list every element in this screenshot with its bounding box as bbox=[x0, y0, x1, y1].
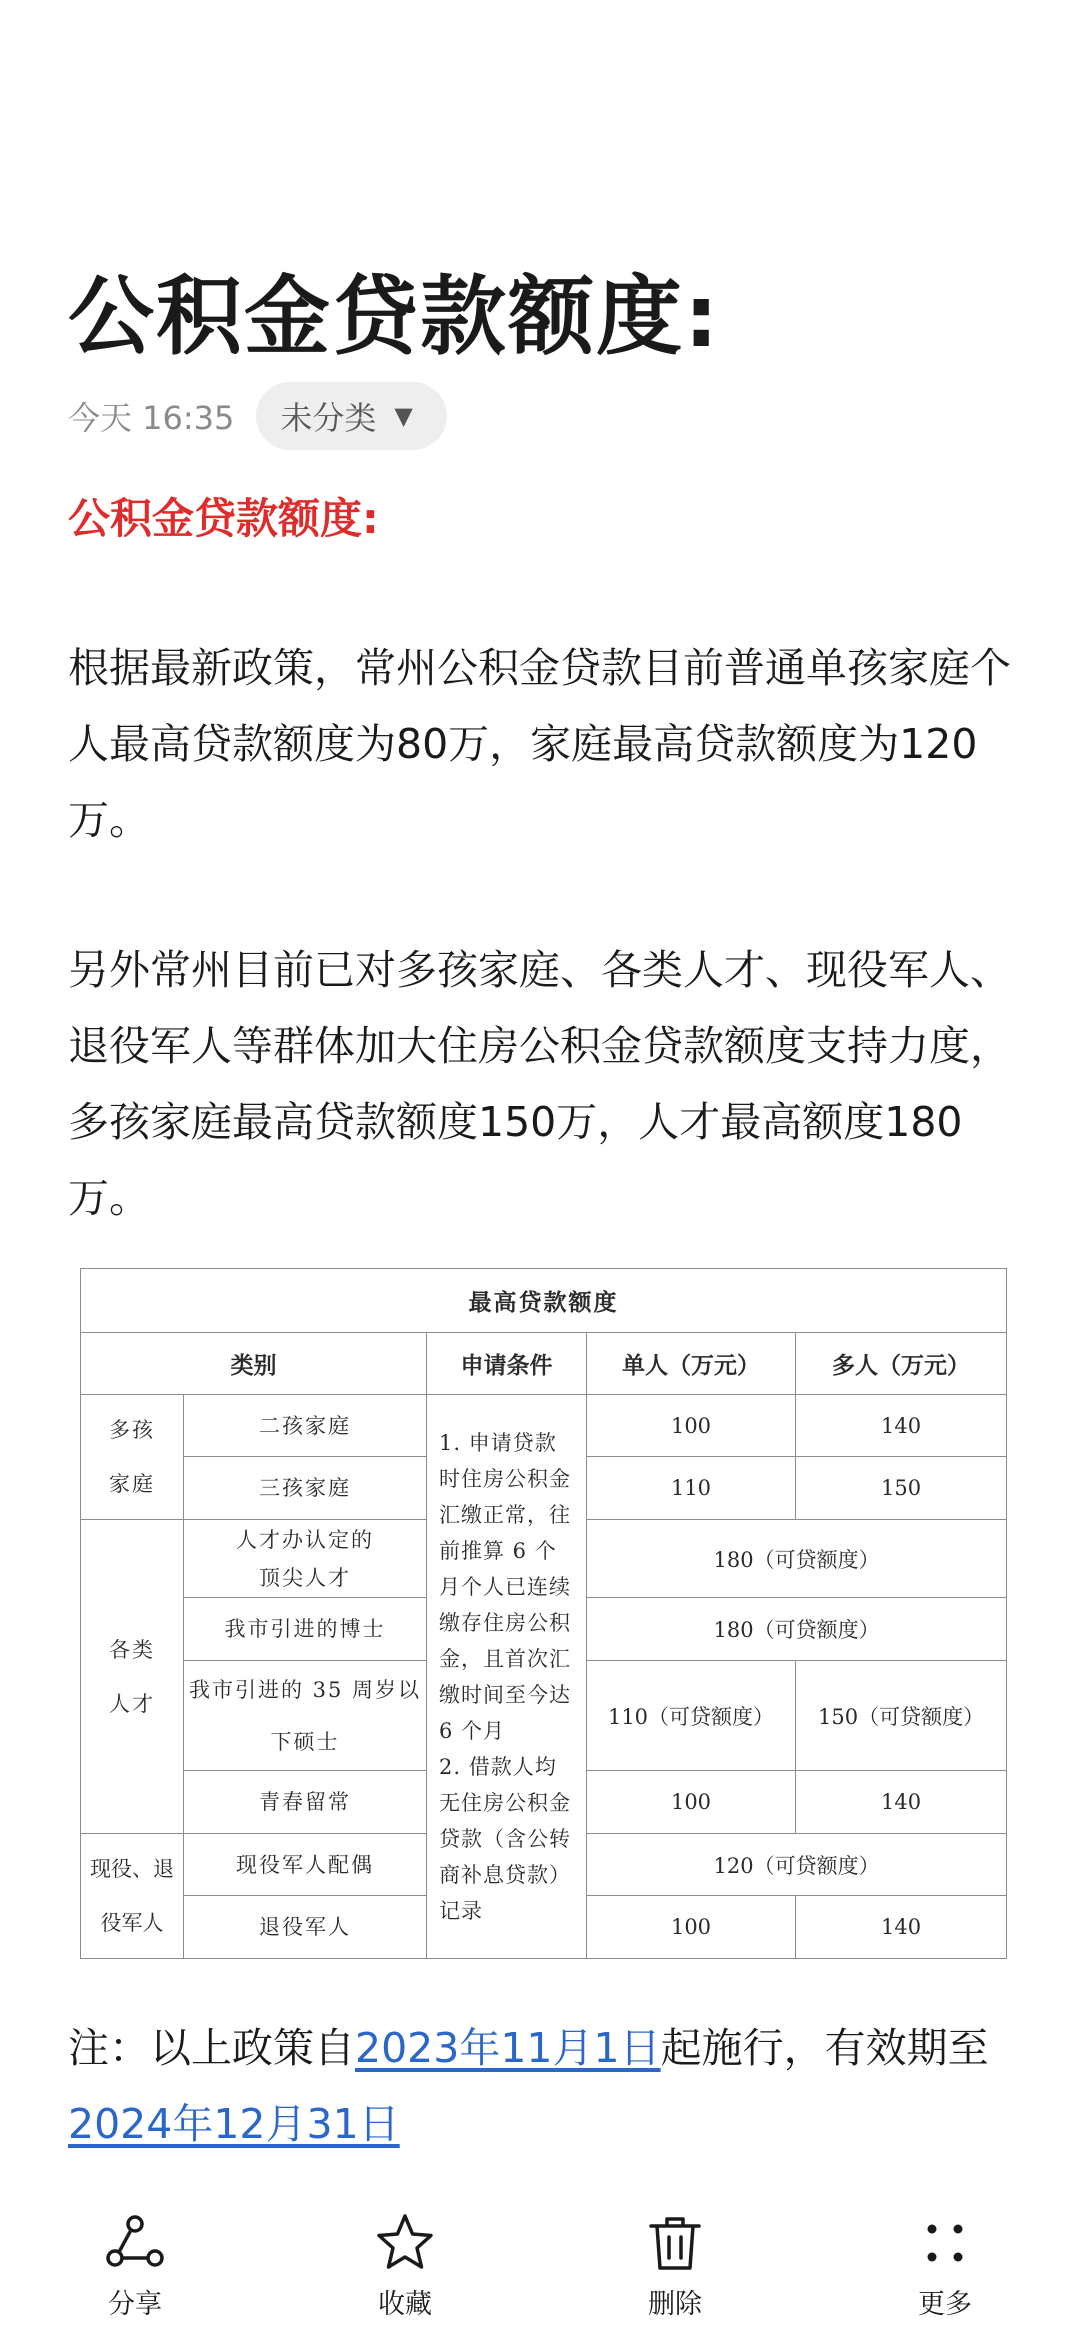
table-cell: 100 bbox=[587, 1771, 796, 1834]
favorite-label: 收藏 bbox=[378, 2289, 432, 2320]
table-cell: 人才办认定的 顶尖人才 bbox=[184, 1520, 427, 1598]
delete-label: 删除 bbox=[648, 2289, 702, 2320]
table-cell: 110（可贷额度） bbox=[587, 1661, 796, 1771]
note-paragraph-1: 根据最新政策，常州公积金贷款目前普通单孩家庭个人最高贷款额度为80万，家庭最高贷款额度为120万。 bbox=[68, 644, 1011, 844]
chevron-down-icon: ▼ bbox=[394, 402, 413, 430]
table-cell: 三孩家庭 bbox=[184, 1457, 427, 1520]
table-cell: 180（可贷额度） bbox=[587, 1598, 1007, 1661]
table-caption: 最高贷款额度 bbox=[81, 1269, 1007, 1333]
table-cell: 120（可贷额度） bbox=[587, 1834, 1007, 1896]
loan-quota-table bbox=[80, 1268, 1007, 1959]
delete-button[interactable] bbox=[575, 2196, 775, 2331]
table-cell: 140 bbox=[796, 1896, 1007, 1959]
category-dropdown[interactable] bbox=[256, 382, 446, 450]
note-title: 公积金贷款额度: bbox=[68, 267, 721, 367]
note-meta bbox=[68, 382, 447, 450]
trash-icon bbox=[642, 2210, 708, 2276]
note-paragraph-2: 另外常州目前已对多孩家庭、各类人才、现役军人、退役军人等群体加大住房公积金贷款额度支持力度，多孩家庭最高贷款额度150万，人才最高额度180万。 bbox=[68, 946, 1011, 1222]
table-cell: 二孩家庭 bbox=[184, 1395, 427, 1457]
group-multi-child: 多孩 家庭 bbox=[81, 1395, 184, 1520]
header-category: 类别 bbox=[81, 1333, 427, 1395]
table-cell: 140 bbox=[796, 1771, 1007, 1834]
footnote-prefix: 注：以上政策自 bbox=[68, 2024, 355, 2072]
table-cell: 100 bbox=[587, 1896, 796, 1959]
bottom-toolbar bbox=[0, 2196, 1080, 2331]
favorite-button[interactable] bbox=[305, 2196, 505, 2331]
category-label: 未分类 bbox=[280, 399, 377, 437]
table-cell: 150（可贷额度） bbox=[796, 1661, 1007, 1771]
table-cell: 110 bbox=[587, 1457, 796, 1520]
loan-quota-table-image[interactable] bbox=[80, 1268, 1006, 1959]
header-multi: 多人（万元） bbox=[796, 1333, 1007, 1395]
date-link-end[interactable]: 2024年12月31日 bbox=[68, 2100, 400, 2148]
more-icon bbox=[912, 2210, 978, 2276]
share-icon bbox=[102, 2210, 168, 2276]
more-button[interactable] bbox=[845, 2196, 1045, 2331]
table-cell: 140 bbox=[796, 1395, 1007, 1457]
share-label: 分享 bbox=[108, 2289, 162, 2320]
table-cell: 180（可贷额度） bbox=[587, 1520, 1007, 1598]
header-single: 单人（万元） bbox=[587, 1333, 796, 1395]
footnote-middle: 起施行，有效期至 bbox=[660, 2024, 989, 2072]
table-cell: 现役军人配偶 bbox=[184, 1834, 427, 1896]
table-cell: 退役军人 bbox=[184, 1896, 427, 1959]
table-cell: 我市引进的博士 bbox=[184, 1598, 427, 1661]
group-military: 现役、退 役军人 bbox=[81, 1834, 184, 1959]
more-label: 更多 bbox=[918, 2289, 972, 2320]
note-footnote bbox=[68, 2010, 1028, 2162]
date-link-start[interactable]: 2023年11月1日 bbox=[355, 2024, 661, 2072]
table-cell: 150 bbox=[796, 1457, 1007, 1520]
star-icon bbox=[372, 2210, 438, 2276]
condition-cell: 1. 申请贷款时住房公积金汇缴正常，往前推算 6 个月个人已连续缴存住房公积金，且首次汇缴时间至今达 6 个月 2. 借款人均无住房公积金贷款（含公转商补息贷款）记录 bbox=[427, 1395, 587, 1959]
note-heading: 公积金贷款额度: bbox=[68, 494, 379, 543]
note-timestamp: 今天 16:35 bbox=[68, 399, 235, 437]
table-cell: 100 bbox=[587, 1395, 796, 1457]
table-cell: 我市引进的 35 周岁以 下硕士 bbox=[184, 1661, 427, 1771]
share-button[interactable] bbox=[35, 2196, 235, 2331]
header-condition: 申请条件 bbox=[427, 1333, 587, 1395]
table-cell: 青春留常 bbox=[184, 1771, 427, 1834]
group-talent: 各类 人才 bbox=[81, 1520, 184, 1834]
